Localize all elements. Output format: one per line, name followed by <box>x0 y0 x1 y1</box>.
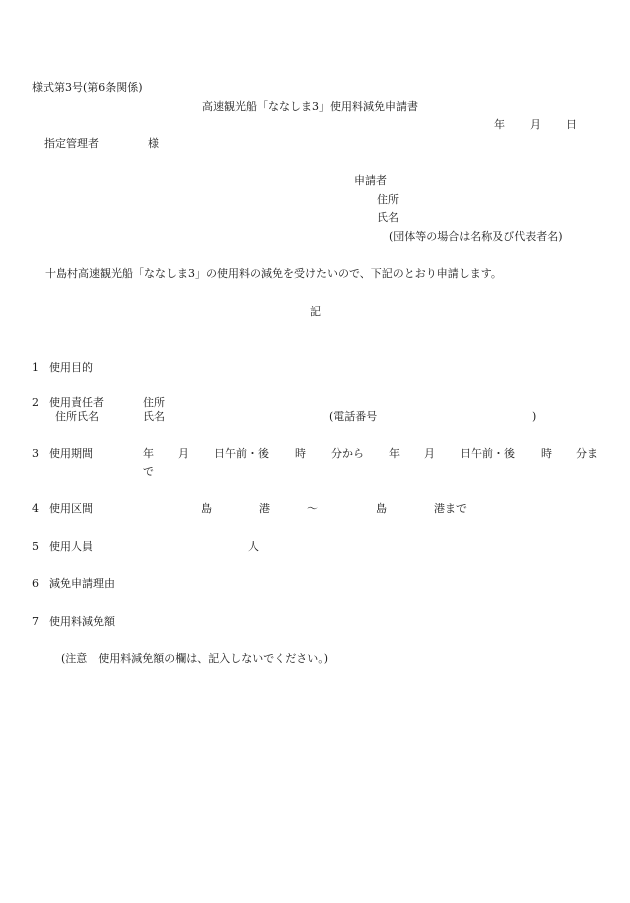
period-from-hour: 時 <box>295 447 306 460</box>
item-1-label: 使用目的 <box>49 361 93 374</box>
item-2-name-label: 氏名 <box>143 410 165 423</box>
item-1-number: 1 <box>32 361 39 374</box>
item-5-number: 5 <box>32 540 39 553</box>
item-3-number: 3 <box>32 447 39 460</box>
period-to-year: 年 <box>389 447 400 460</box>
section-to-island: 島 <box>376 502 387 515</box>
period-from-month: 月 <box>178 447 189 460</box>
item-2-sublabel: 住所氏名 <box>55 410 99 423</box>
section-tilde: ～ <box>307 502 318 515</box>
section-from-port: 港 <box>259 502 270 515</box>
item-6-label: 減免申請理由 <box>49 577 115 590</box>
item-7-number: 7 <box>32 615 39 628</box>
section-to-port: 港まで <box>434 502 467 515</box>
applicant-name-label: 氏名 <box>377 211 399 224</box>
period-to-hour: 時 <box>541 447 552 460</box>
item-2-address-label: 住所 <box>143 396 165 409</box>
addressee-name: 指定管理者 <box>44 137 99 150</box>
document-title: 高速観光船「ななしま3」使用料減免申請書 <box>202 100 418 113</box>
application-statement: 十島村高速観光船「ななしま3」の使用料の減免を受けたいので、下記のとおり申請します。 <box>45 267 502 280</box>
date-year-label: 年 <box>494 118 505 131</box>
period-from-day-ampm: 日午前・後 <box>214 447 269 460</box>
footer-note: (注意 使用料減免額の欄は、記入しないでください。) <box>61 652 329 665</box>
ki-heading: 記 <box>310 305 321 318</box>
item-4-label: 使用区間 <box>49 502 93 515</box>
form-number: 様式第3号(第6条関係) <box>32 81 143 94</box>
persons-unit: 人 <box>248 540 259 553</box>
section-from-island: 島 <box>201 502 212 515</box>
item-4-number: 4 <box>32 502 39 515</box>
item-5-label: 使用人員 <box>49 540 93 553</box>
item-2-number: 2 <box>32 396 39 409</box>
period-from-year: 年 <box>143 447 154 460</box>
period-to-month: 月 <box>424 447 435 460</box>
item-2-label: 使用責任者 <box>49 396 104 409</box>
applicant-note: (団体等の場合は名称及び代表者名) <box>389 230 563 243</box>
period-to-minute-wrap: で <box>143 465 154 478</box>
item-7-label: 使用料減免額 <box>49 615 115 628</box>
item-6-number: 6 <box>32 577 39 590</box>
item-2-phone-open: (電話番号 <box>329 410 378 423</box>
item-2-phone-close: ) <box>532 410 537 423</box>
applicant-address-label: 住所 <box>377 193 399 206</box>
date-month-label: 月 <box>530 118 541 131</box>
period-from-minute: 分から <box>331 447 364 460</box>
period-to-minute: 分ま <box>576 447 598 460</box>
applicant-heading: 申請者 <box>354 174 387 187</box>
item-3-label: 使用期間 <box>49 447 93 460</box>
addressee-honorific: 様 <box>148 137 159 150</box>
date-day-label: 日 <box>566 118 577 131</box>
period-to-day-ampm: 日午前・後 <box>460 447 515 460</box>
